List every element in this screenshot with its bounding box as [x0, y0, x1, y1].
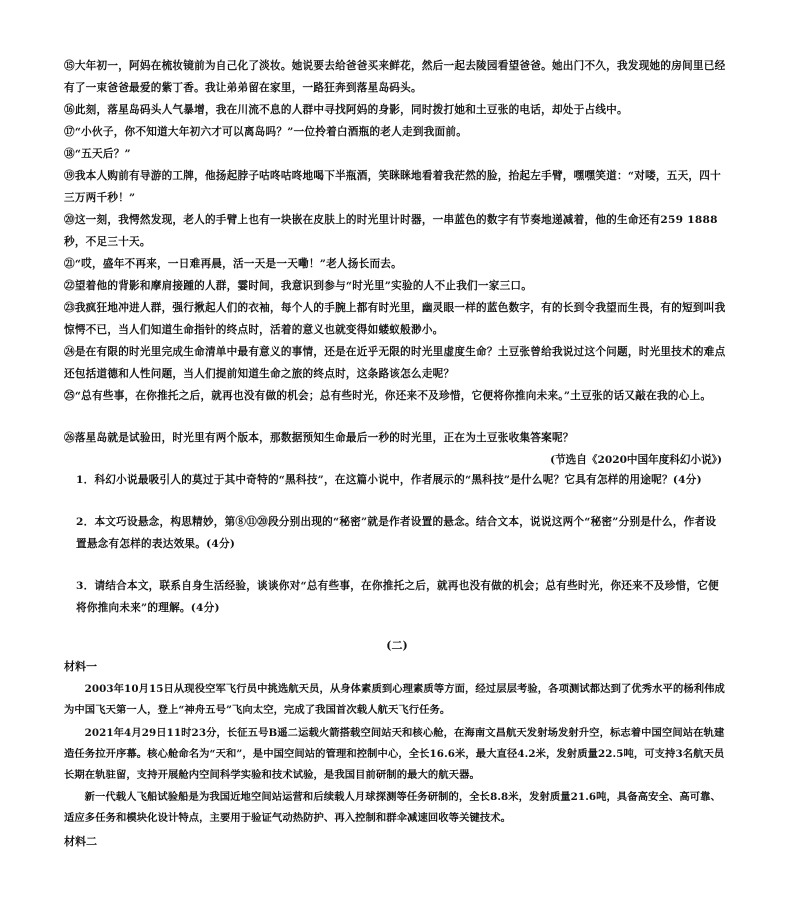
story-paragraph-23: ㉓我疯狂地冲进人群，强行揪起人们的衣袖，每个人的手腕上都有时光里，幽灵眼一样的蓝色数字，有的长到令我望而生畏，有的短到叫我惊愕不已，当人们知道生命指针的终点时，活着的意义也就变得如蝼蚁般渺小。	[64, 302, 726, 336]
material-1-paragraph-1: 2003年10月15日从现役空军飞行员中挑选航天员，从身体素质到心理素质等方面，经过层层考验，各项测试都达到了优秀水平的杨利伟成为中国飞天第一人，登上“神舟五号”飞向太空，完成了我国首次载人航天飞行任务。	[64, 683, 725, 716]
material-2-label: 材料二	[64, 835, 97, 848]
material-1-paragraph-3: 新一代载人飞船试验船是为我国近地空间站运营和后续载人月球探测等任务研制的，全长8.8米，发射质量21.6吨，具备高安全、高可靠、适应多任务和模块化设计特点，主要用于验证气动热防护、再入控制和群伞减速回收等关键技术。	[64, 791, 721, 824]
story-paragraph-19: ⑲我本人购前有导游的工牌，他扬起脖子咕咚咕咚地喝下半瓶酒，笑眯眯地看着我茫然的脸，抬起左手臂，嘿嘿笑道：“对喽，五天，四十三万两千秒！”	[64, 170, 721, 204]
question-1: 1．科幻小说最吸引人的莫过于其中奇特的“黑科技”，在这篇小说中，作者展示的“黑科技”是什么呢？它具有怎样的用途呢？(4分)	[76, 474, 702, 486]
material-1-paragraph-2: 2021年4月29日11时23分，长征五号B遥二运载火箭搭载空间站天和核心舱，在海南文昌航天发射场发射升空，标志着中国空间站在轨建造任务拉开序幕。核心舱命名为“天和”，是中国空间站的管理和控制中心，全长16.6米，最大直径4.2米，发射质量22.5吨，可支持3名航天员长期在轨驻留，支持开展舱内空间科学实验和技术试验，是我国目前研制的最大的航天器。	[64, 727, 725, 781]
story-source: (节选自《2020中国年度科幻小说》)	[550, 454, 722, 466]
story-paragraph-16: ⑯此刻，落星岛码头人气暴增，我在川流不息的人群中寻找阿妈的身影，同时拨打她和土豆张的电话，却处于占线中。	[64, 104, 628, 116]
question-3: 3．请结合本文，联系自身生活经验，谈谈你对“总有些事，在你推托之后，就再也没有做的机会；总有些时光，你还来不及珍惜，它便将你推向未来”的理解。(4分)	[76, 580, 719, 614]
story-paragraph-26: ㉖落星岛就是试验田，时光里有两个版本，那数据预知生命最后一秒的时光里，正在为土豆张收集答案呢？	[64, 432, 574, 444]
story-paragraph-20: ⑳这一刻，我愕然发现，老人的手臂上也有一块嵌在皮肤上的时光里计时器，一串蓝色的数字有节奏地递减着，他的生命还有259 1888秒，不足三十天。	[64, 214, 718, 248]
story-paragraph-17: ⑰“小伙子，你不知道大年初六才可以离岛吗？”一位拎着白酒瓶的老人走到我面前。	[64, 126, 468, 138]
story-paragraph-25: ㉕“总有些事，在你推托之后，就再也没有做的机会；总有些时光，你还来不及珍惜，它便将你推向未来。”土豆张的话又敲在我的心上。	[64, 390, 712, 402]
question-2: 2．本文巧设悬念，构思精妙，第⑧⑪⑳段分别出现的“秘密”就是作者设置的悬念。结合文本，说说这两个“秘密”分别是什么，作者设置悬念有怎样的表达效果。(4分)	[76, 516, 717, 550]
story-paragraph-15: ⑮大年初一，阿妈在梳妆镜前为自己化了淡妆。她说要去给爸爸买来鲜花，然后一起去陵园看望爸爸。她出门不久，我发现她的房间里已经有了一束爸爸最爱的紫丁香。我让弟弟留在家里，一路狂奔到落星岛码头。	[64, 60, 726, 94]
story-paragraph-22: ㉒望着他的背影和摩肩接踵的人群，霎时间，我意识到参与“时光里”实验的人不止我们一家三口。	[64, 280, 533, 292]
story-paragraph-24: ㉔是在有限的时光里完成生命清单中最有意义的事情，还是在近乎无限的时光里虚度生命？土豆张曾给我说过这个问题，时光里技术的难点还包括道德和人性问题，当人们提前知道生命之旅的终点时，这条路该怎么走呢？	[64, 346, 726, 380]
story-paragraph-18: ⑱“五天后？”	[64, 148, 131, 160]
section-title: (二)	[386, 639, 408, 652]
story-paragraph-21: ㉑“哎，盛年不再来，一日难再晨，活一天是一天嘞！”老人扬长而去。	[64, 258, 402, 270]
material-1-label: 材料一	[64, 660, 97, 673]
